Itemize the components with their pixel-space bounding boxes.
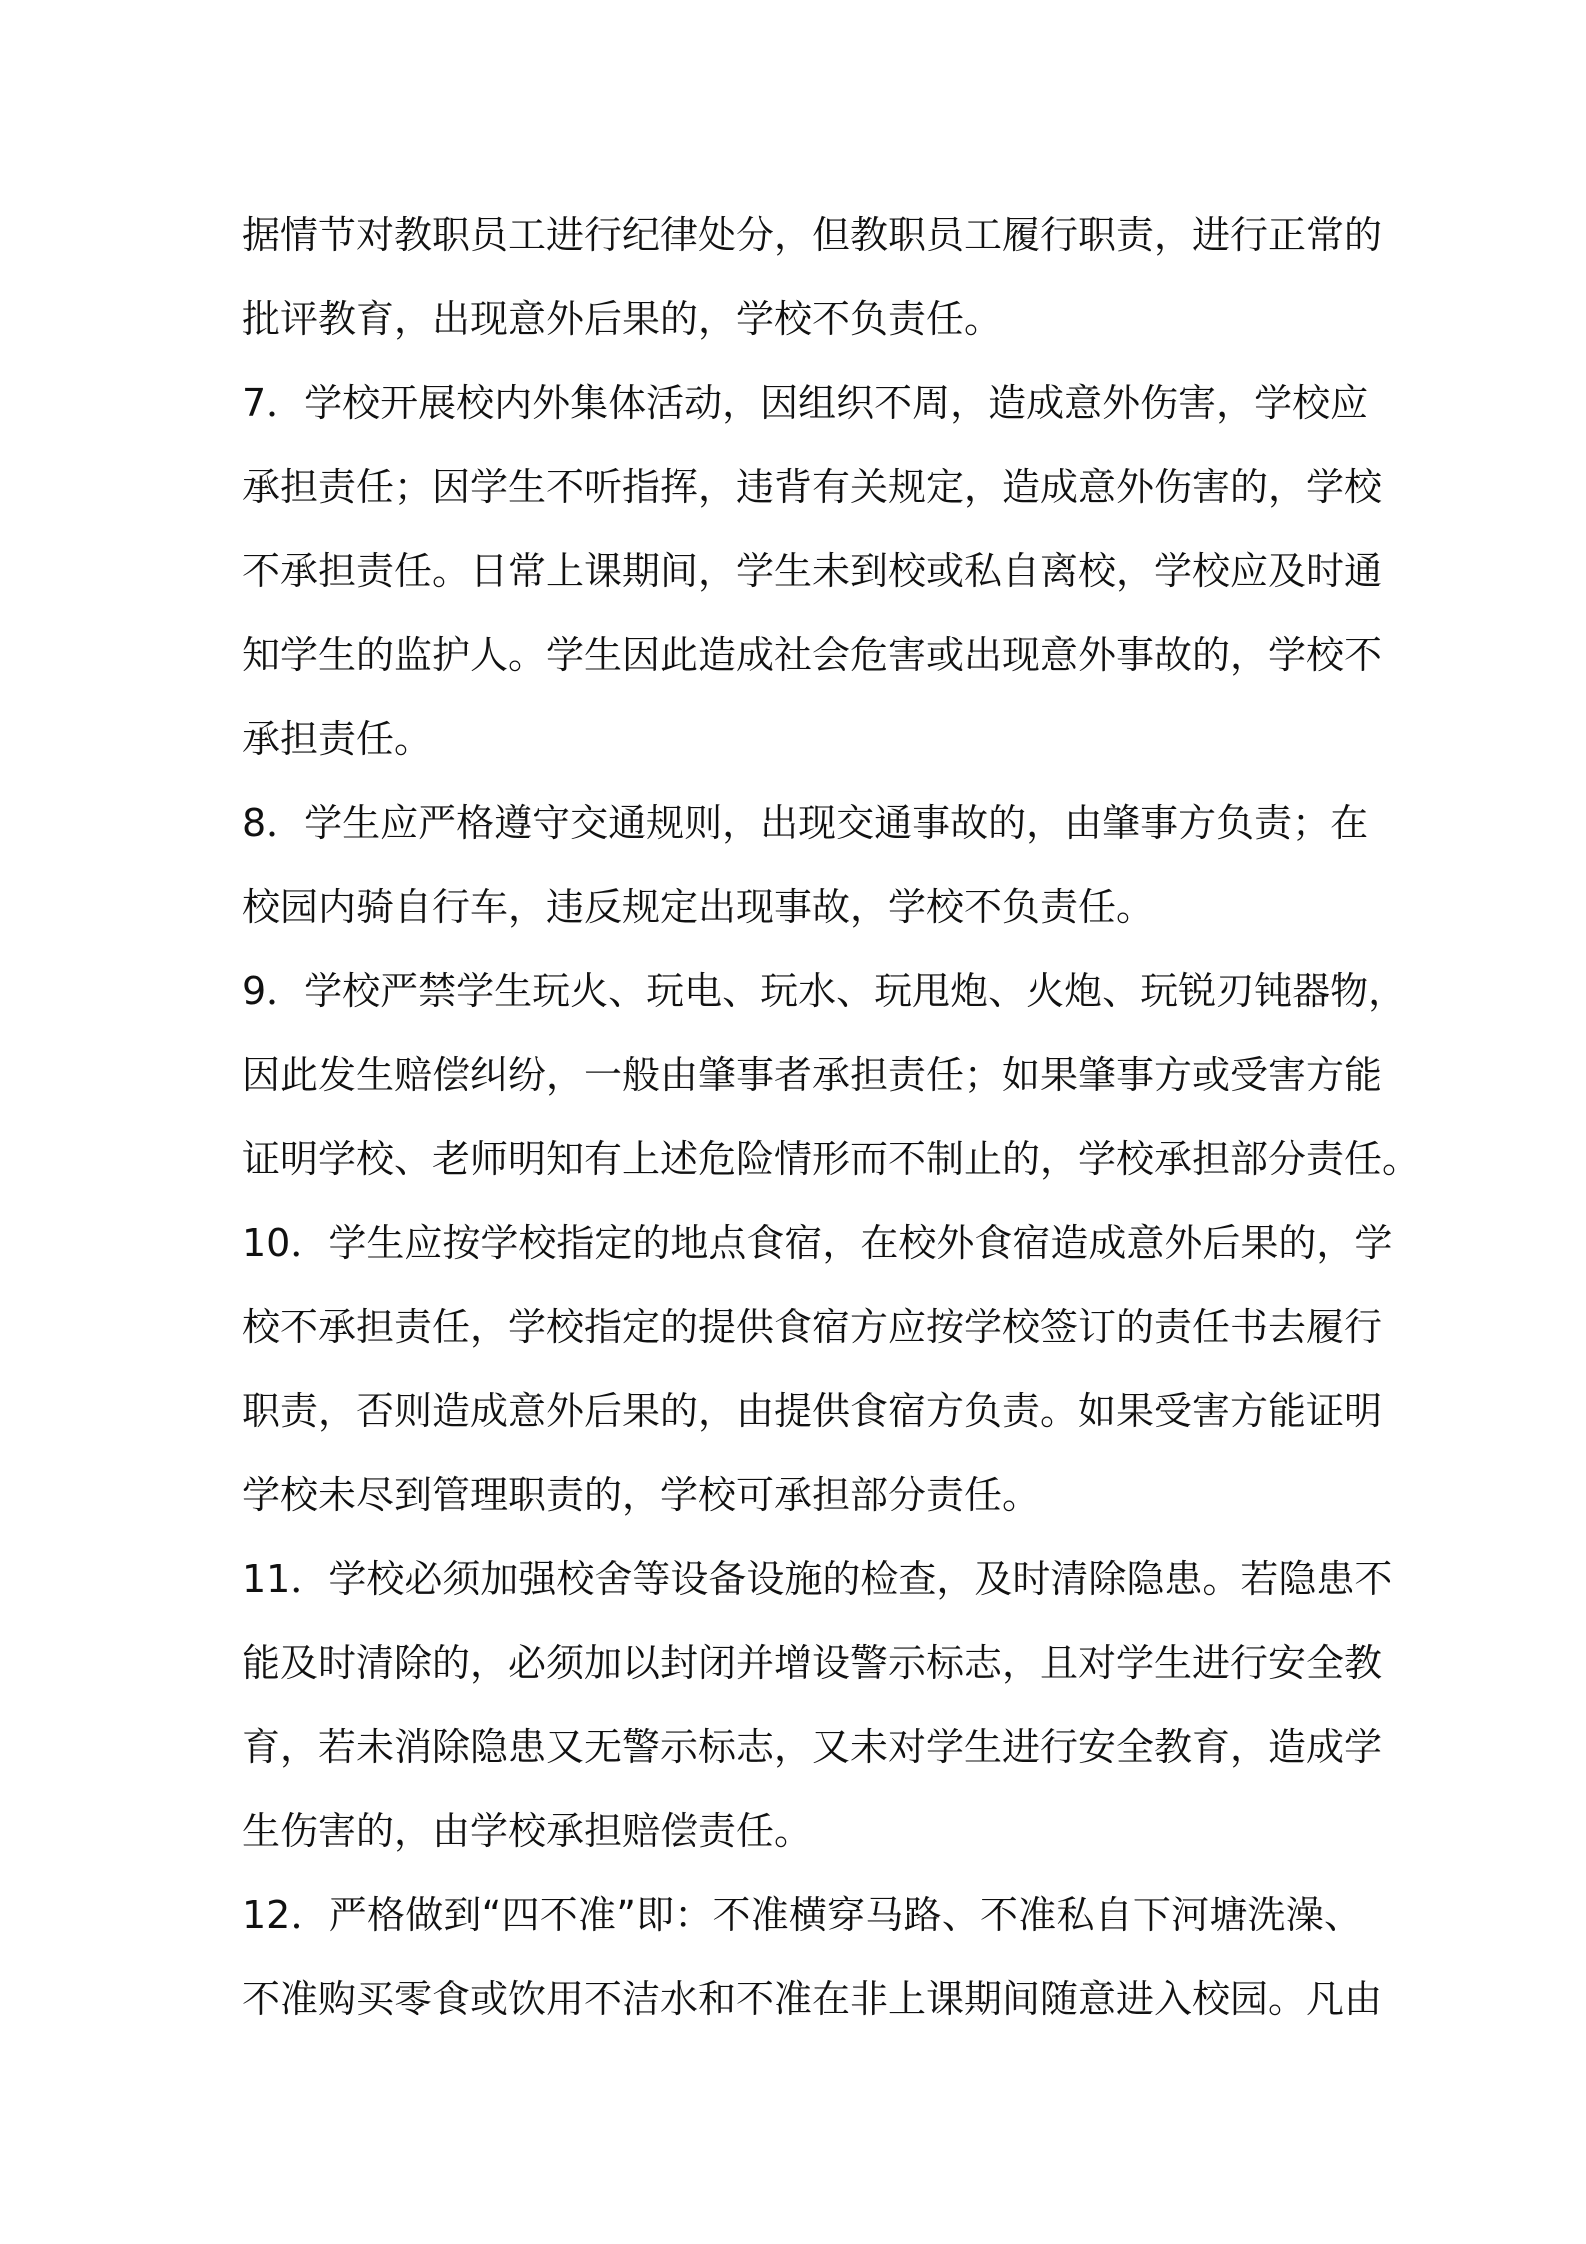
text-line: 10．学生应按学校指定的地点食宿，在校外食宿造成意外后果的，学 <box>242 1221 1393 1265</box>
text-line: 能及时清除的，必须加以封闭并增设警示标志，且对学生进行安全教 <box>242 1641 1383 1685</box>
text-line: 批评教育，出现意外后果的，学校不负责任。 <box>242 297 1003 341</box>
text-line: 9．学校严禁学生玩火、玩电、玩水、玩甩炮、火炮、玩锐刃钝器物， <box>242 969 1407 1013</box>
text-line: 因此发生赔偿纠纷，一般由肇事者承担责任；如果肇事方或受害方能 <box>242 1053 1383 1097</box>
text-line: 11．学校必须加强校舍等设备设施的检查，及时清除隐患。若隐患不 <box>242 1557 1393 1601</box>
text-line: 12．严格做到“四不准”即：不准横穿马路、不准私自下河塘洗澡、 <box>242 1893 1362 1937</box>
text-line: 职责，否则造成意外后果的，由提供食宿方负责。如果受害方能证明 <box>242 1389 1383 1433</box>
text-line: 校园内骑自行车，违反规定出现事故，学校不负责任。 <box>242 885 1155 929</box>
text-line: 证明学校、老师明知有上述危险情形而不制止的，学校承担部分责任。 <box>242 1137 1421 1181</box>
text-line: 8．学生应严格遵守交通规则，出现交通事故的，由肇事方负责；在 <box>242 801 1369 845</box>
text-line: 7．学校开展校内外集体活动，因组织不周，造成意外伤害，学校应 <box>242 381 1369 425</box>
text-line: 知学生的监护人。学生因此造成社会危害或出现意外事故的，学校不 <box>242 633 1383 677</box>
text-line: 据情节对教职员工进行纪律处分，但教职员工履行职责，进行正常的 <box>242 213 1383 257</box>
text-line: 生伤害的，由学校承担赔偿责任。 <box>242 1809 813 1853</box>
text-line: 承担责任；因学生不听指挥，违背有关规定，造成意外伤害的，学校 <box>242 465 1383 509</box>
text-line: 不准购买零食或饮用不洁水和不准在非上课期间随意进入校园。凡由 <box>242 1977 1383 2021</box>
text-line: 不承担责任。日常上课期间，学生未到校或私自离校，学校应及时通 <box>242 549 1383 593</box>
text-line: 承担责任。 <box>242 717 433 761</box>
text-line: 育，若未消除隐患又无警示标志，又未对学生进行安全教育，造成学 <box>242 1725 1383 1769</box>
text-line: 校不承担责任，学校指定的提供食宿方应按学校签订的责任书去履行 <box>242 1305 1383 1349</box>
text-line: 学校未尽到管理职责的，学校可承担部分责任。 <box>242 1473 1041 1517</box>
body-text <box>242 193 1421 2041</box>
